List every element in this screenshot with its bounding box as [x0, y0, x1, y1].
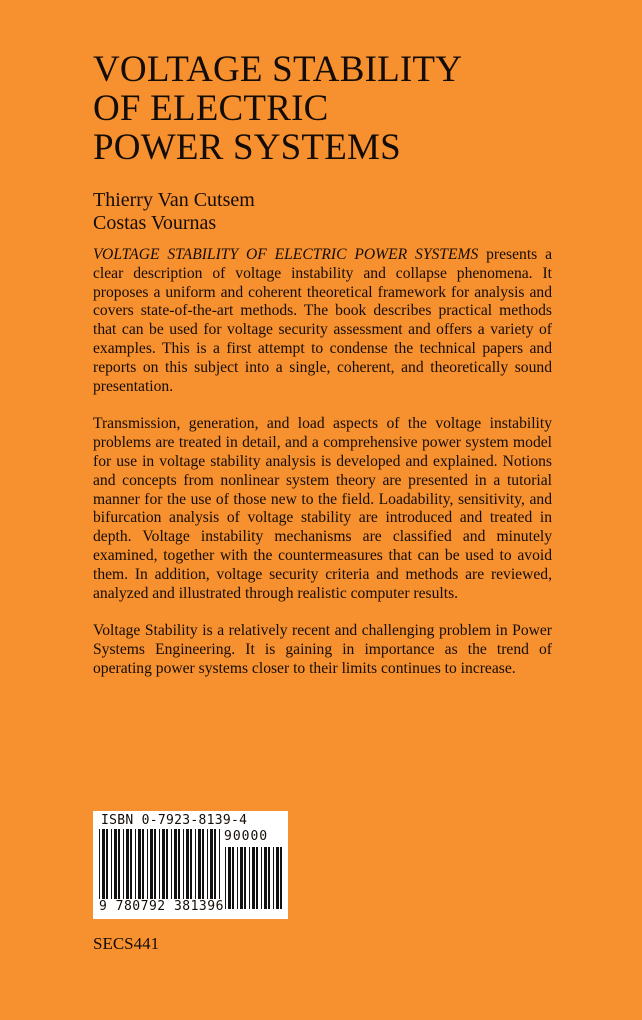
barcode-bar	[252, 847, 255, 909]
barcode-bar	[244, 847, 246, 909]
barcode-bar	[102, 829, 105, 899]
barcode-bar	[214, 829, 216, 899]
barcode-bar	[240, 847, 243, 909]
barcode-bar	[126, 829, 129, 899]
barcode-bar	[276, 847, 279, 909]
title-line-3: POWER SYSTEMS	[93, 127, 401, 168]
description	[93, 246, 552, 698]
author-2: Costas Vournas	[93, 212, 217, 234]
barcode-bar	[261, 847, 262, 909]
barcode-bar	[264, 847, 267, 909]
barcode-bar	[228, 847, 231, 909]
barcode-bar	[159, 829, 160, 899]
barcode-bar	[249, 847, 250, 909]
paragraph-1	[93, 246, 552, 396]
authors	[93, 189, 255, 235]
barcode-bar	[219, 829, 220, 899]
barcode-bar	[273, 847, 274, 909]
barcode-bar	[118, 829, 120, 899]
price-addon-text: 90000	[224, 829, 269, 844]
barcode-bar	[178, 829, 180, 899]
barcode-bar	[190, 829, 192, 899]
barcode-bar	[225, 847, 226, 909]
barcode-bar	[198, 829, 201, 899]
paragraph-3: Voltage Stability is a relatively recent and challenging problem in Power Systems Engineering. It is gaining in importance as the trend of operating power systems closer to their limits continues to increase.	[93, 622, 552, 677]
barcode-bar	[147, 829, 148, 899]
barcode-bar	[99, 829, 100, 899]
barcode-bar	[174, 829, 177, 899]
book-title-italic: VOLTAGE STABILITY OF ELECTRIC POWER SYSTEMS	[93, 246, 479, 263]
barcode-bar	[114, 829, 117, 899]
barcode-bar	[135, 829, 136, 899]
barcode-box	[93, 811, 288, 919]
barcode-bar	[256, 847, 258, 909]
title-line-2: OF ELECTRIC	[93, 88, 329, 129]
paragraph-2: Transmission, generation, and load aspects of the voltage instability problems are treated in detail, and a comprehensive power system model for use in voltage stability analysis is developed and explained. Notions and concepts from nonlinear system theory are presented in a tutorial manner for the use of those new to the field. Loadability, sensitivity, and bifurcation analysis of voltage stability are introduced and treated in depth. Voltage instability mechanisms are classified and minutely examined, together with the countermeasures that can be used to avoid them. In addition, voltage security criteria and methods are reviewed, analyzed and illustrated through realistic computer results.	[93, 415, 552, 602]
title-line-1: VOLTAGE STABILITY	[93, 49, 463, 90]
paragraph-1-text: presents a clear description of voltage instability and collapse phenomena. It proposes a uniform and coherent theoretical framework for analysis and covers state-of-the-art methods. The book describes practical methods that can be used for voltage security assessment and offers a variety of examples. This is a first attempt to condense the technical papers and reports on this subject into a single, coherent, and theoretically sound presentation.	[93, 246, 552, 395]
barcode-bar	[130, 829, 132, 899]
barcode-bar	[138, 829, 141, 899]
barcode-bar	[106, 829, 108, 899]
ean-digits: 9 780792 381396	[99, 899, 224, 914]
isbn-text: ISBN 0-7923-8139-4	[101, 813, 248, 828]
barcode-bar	[123, 829, 124, 899]
barcode-bar	[171, 829, 172, 899]
barcode-bar	[166, 829, 168, 899]
barcode-bar	[183, 829, 184, 899]
barcode-bar	[280, 847, 282, 909]
barcode-bar	[111, 829, 112, 899]
barcode-bar	[202, 829, 204, 899]
barcode-bar	[162, 829, 165, 899]
barcode-bar	[150, 829, 153, 899]
barcode-bar	[268, 847, 270, 909]
barcode-bar	[237, 847, 238, 909]
barcode-bar	[195, 829, 196, 899]
series-code: SECS441	[93, 934, 160, 953]
barcode-bar	[142, 829, 144, 899]
author-1: Thierry Van Cutsem	[93, 189, 255, 211]
barcode-bar	[232, 847, 234, 909]
barcode-bar	[207, 829, 208, 899]
barcode-bar	[154, 829, 156, 899]
barcode-bar	[210, 829, 213, 899]
barcode-bar	[186, 829, 189, 899]
book-title	[93, 50, 462, 167]
